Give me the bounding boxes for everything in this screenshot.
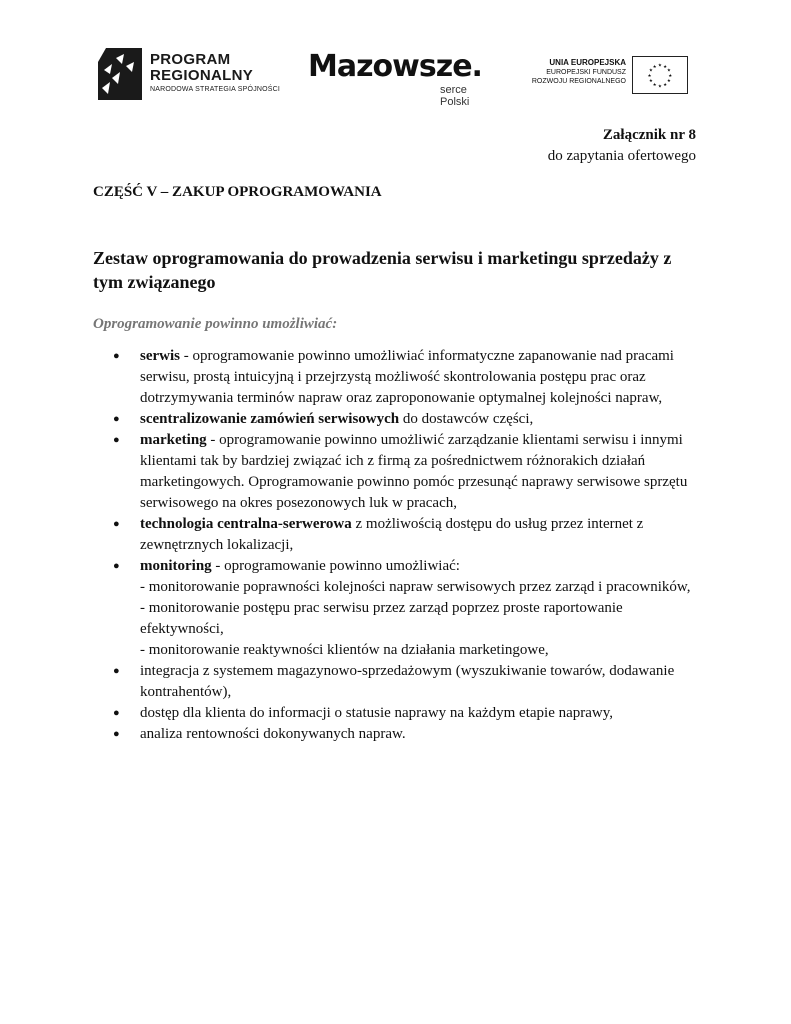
mazowsze-tagline: serce Polski [440,84,470,108]
eu-star-icon: ★ [648,79,654,85]
eu-star-icon: ★ [663,64,668,70]
list-item-text: analiza rentowności dokonywanych napraw. [140,726,406,742]
eu-logo [528,56,690,96]
eu-fund-label: EUROPEJSKI FUNDUSZ [546,69,626,76]
annex-block [548,125,696,167]
monitoring-sub-item: - monitorowanie reaktywności klientów na działania marketingowe, [140,642,549,658]
list-item [93,724,703,745]
eu-star-icon: ★ [647,73,652,79]
document-title: Zestaw oprogramowania do prowadzenia serwisu i marketingu sprzedaży z tym związanego [93,248,672,292]
list-item [93,409,703,430]
program-label: PROGRAM [150,51,231,68]
monitoring-sub-item: - monitorowanie poprawności kolejności napraw serwisowych przez zarząd i pracowników, [140,579,691,595]
list-item [93,661,703,703]
regionalny-label: REGIONALNY [150,67,254,84]
monitoring-sub-item: - monitorowanie postępu prac serwisu przez zarząd poprzez proste raportowanie efektywności, [140,600,623,637]
eu-star-icon: ★ [666,79,672,85]
list-item-bold: technologia centralna-serwerowa [140,516,352,532]
list-item-bold: scentralizowanie zamówień serwisowych [140,411,400,427]
eu-star-icon: ★ [648,68,654,74]
list-item [93,430,703,514]
list-item-text: - oprogramowanie powinno umożliwiać informatyczne zapanowanie nad pracami serwisu, prostą intuicyjną i przejrzystą możliwość skontrolowania postępu prac oraz dotrzymywania terminów napraw oraz zaproponowanie optymalnej kolejności napraw, [140,348,674,406]
list-item-bold: serwis [140,348,180,364]
mazowsze-wordmark: Mazowsze. [308,49,482,84]
list-item-text: - oprogramowanie powinno umożliwiać: [211,558,460,574]
list-item-text: integracja z systemem magazynowo-sprzedażowym (wyszukiwanie towarów, dodawanie kontrahentów), [140,663,675,700]
mazowsze-logo [308,49,498,108]
eu-star-icon: ★ [657,84,663,90]
eu-regional-label: ROZWOJU REGIONALNEGO [531,78,626,85]
annex-subtitle: do zapytania ofertowego [547,148,696,164]
program-regionalny-logo [98,46,288,106]
eu-star-icon: ★ [666,68,672,74]
list-item [93,514,703,556]
list-item-text: do dostawców części, [399,411,534,427]
eu-star-icon: ★ [652,64,657,70]
annex-title: Załącznik nr 8 [602,127,696,143]
section-heading: CZĘŚĆ V – ZAKUP OPROGRAMOWANIA [93,184,382,200]
eu-union-label: UNIA EUROPEJSKA [549,58,626,67]
requirements-list [93,346,703,745]
list-item-bold: monitoring [140,558,212,574]
eu-star-icon: ★ [668,73,673,79]
list-item [93,346,703,409]
list-item-text: z możliwością dostępu do usług przez internet z zewnętrznych lokalizacji, [140,516,644,553]
intro-text: Oprogramowanie powinno umożliwiać: [93,316,338,332]
list-item-bold: marketing [140,432,207,448]
eu-flag-icon [632,56,688,94]
list-item-text: dostęp dla klienta do informacji o statusie naprawy na każdym etapie naprawy, [140,705,614,721]
eu-star-icon: ★ [657,63,663,69]
strategy-label: NARODOWA STRATEGIA SPÓJNOŚCI [150,86,281,93]
list-item [93,556,703,661]
program-regionalny-emblem-icon [98,48,142,100]
list-item [93,703,703,724]
logo-bar [0,40,791,110]
list-item-text: - oprogramowanie powinno umożliwić zarządzanie klientami serwisu i innymi klientami tak by bardziej związać ich z firmą za pośrednictwem różnorakich działań marketingowych. Oprogramowanie powinno pomóc przesunąć naprawy serwisowe sprzętu serwisowego na okres posezonowych luk w pracach, [140,432,688,511]
eu-star-icon: ★ [663,82,668,88]
eu-star-icon: ★ [652,82,657,88]
